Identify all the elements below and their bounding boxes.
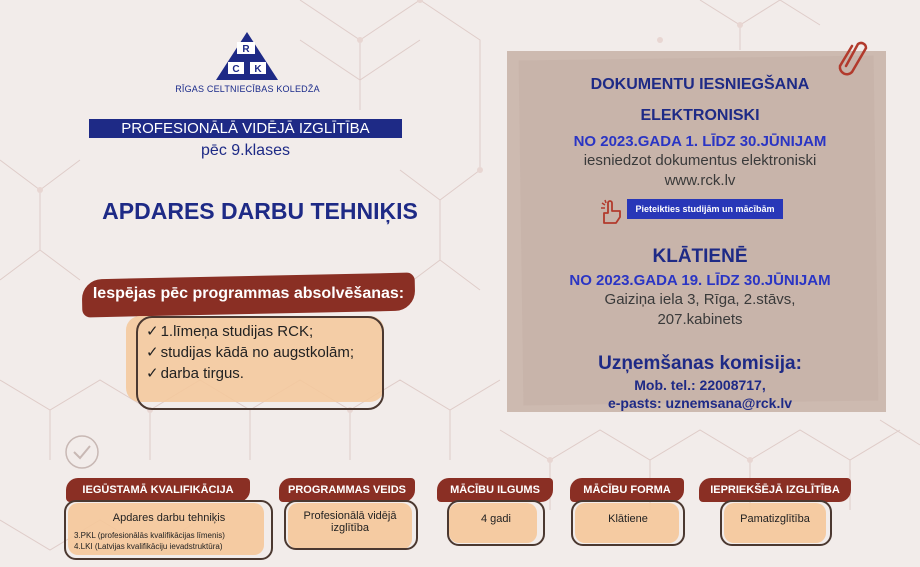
card-duration-title: MĀCĪBU ILGUMS: [437, 478, 553, 502]
card-program-type-title: PROGRAMMAS VEIDS: [279, 478, 415, 502]
online-title: ELEKTRONISKI: [640, 107, 760, 124]
logo-letter-r: R: [242, 44, 250, 55]
card-study-form-title: MĀCĪBU FORMA: [570, 478, 684, 502]
education-level-band: PROFESIONĀLĀ VIDĒJĀ IZGLĪTĪBA: [89, 119, 402, 138]
pointing-hand-icon: [598, 197, 628, 227]
address-line-2: 207.kabinets: [657, 311, 743, 328]
check-circle-icon: [64, 434, 100, 470]
logo-letter-k: K: [254, 64, 262, 75]
card-qualification-note-1: 3.PKL (profesionālās kvalifikācijas līmenis): [74, 531, 225, 540]
card-program-type-value: Profesionālā vidējā izglītība: [303, 510, 397, 534]
website-link[interactable]: www.rck.lv: [664, 172, 736, 189]
logo-triangle-icon: [214, 30, 280, 82]
program-title: APDARES DARBU TEHNIĶIS: [102, 198, 418, 224]
apply-button[interactable]: Pieteikties studijām un mācībām: [627, 199, 783, 219]
card-qualification-note-2: 4.LKI (Latvijas kvalifikāciju ievadstruktūra): [74, 542, 223, 551]
commission-title: Uzņemšanas komisija:: [598, 353, 802, 374]
card-duration-value: 4 gadi: [481, 513, 511, 525]
card-qualification-frame: [64, 500, 273, 560]
documents-heading: DOKUMENTU IESNIEGŠANA: [590, 76, 810, 93]
online-dates: NO 2023.GADA 1. LĪDZ 30.JŪNIJAM: [573, 133, 827, 150]
opportunity-item: ✓ studijas kādā no augstkolām;: [146, 342, 386, 363]
card-prior-education-title: IEPRIEKŠĒJĀ IZGLĪTĪBA: [699, 478, 851, 502]
opportunity-item: ✓ 1.līmeņa studijas RCK;: [146, 321, 386, 342]
college-name: RĪGAS CELTNIECĪBAS KOLEDŽA: [175, 84, 320, 94]
card-prior-education-value: Pamatizglītība: [740, 513, 810, 525]
card-qualification-title: IEGŪSTAMĀ KVALIFIKĀCIJA: [66, 478, 250, 502]
commission-email[interactable]: e-pasts: uznemsana@rck.lv: [607, 395, 793, 411]
education-subtitle: pēc 9.klases: [201, 142, 290, 159]
logo-letter-c: C: [232, 64, 240, 75]
opportunities-list: [146, 321, 386, 384]
address-line-1: Gaiziņa iela 3, Rīga, 2.stāvs,: [604, 291, 796, 308]
commission-phone: Mob. tel.: 22008717,: [634, 377, 766, 393]
online-text: iesniedzot dokumentus elektroniski: [583, 152, 817, 169]
card-qualification-value: Apdares darbu tehniķis: [112, 512, 226, 524]
paperclip-icon: [836, 36, 868, 76]
opportunity-item: ✓ darba tirgus.: [146, 363, 386, 384]
card-study-form-value: Klātiene: [608, 513, 648, 525]
inperson-title: KLĀTIENĒ: [652, 246, 748, 267]
opportunities-heading: Iespējas pēc programmas absolvēšanas:: [92, 285, 405, 302]
inperson-dates: NO 2023.GADA 19. LĪDZ 30.JŪNIJAM: [569, 272, 831, 289]
